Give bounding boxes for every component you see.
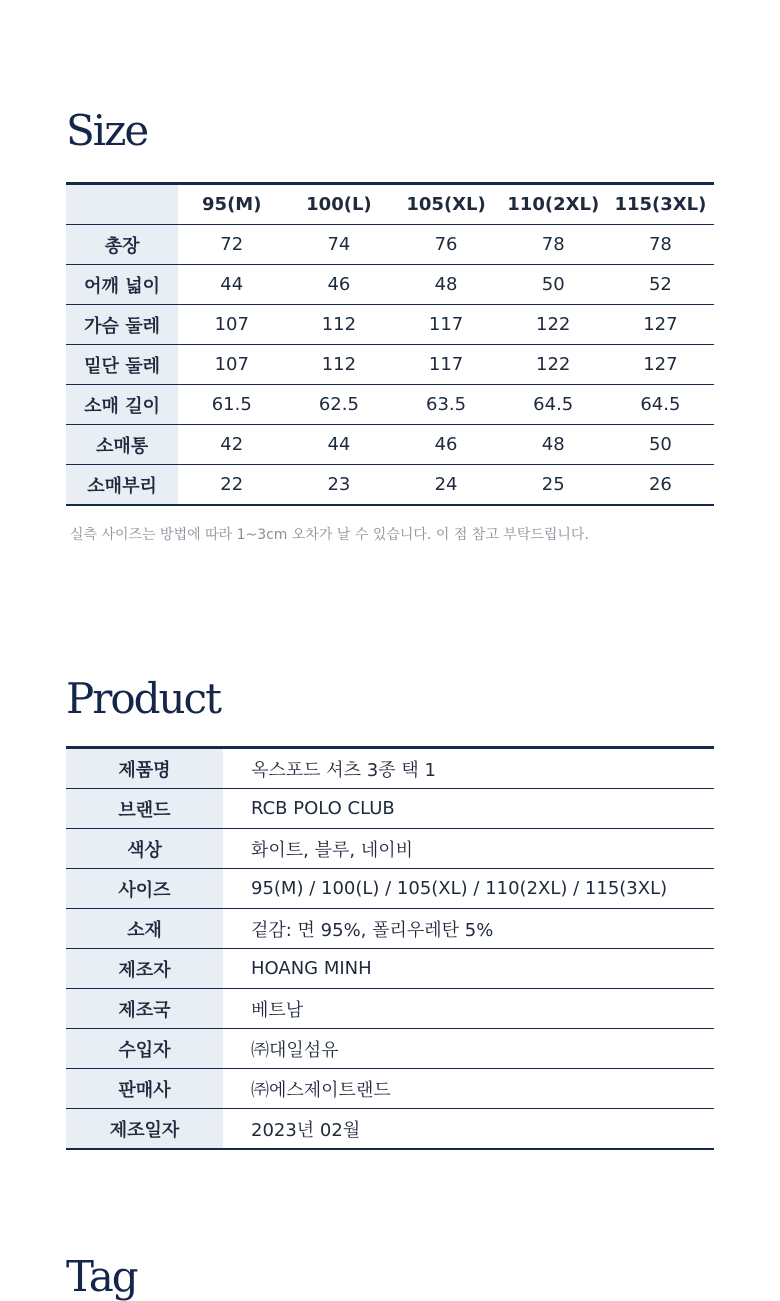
size-cell: 78 <box>541 234 565 255</box>
size-cell: 112 <box>321 354 357 375</box>
size-cell: 24 <box>434 474 458 495</box>
size-column-header: 115(3XL) <box>614 194 707 215</box>
size-cell: 52 <box>648 274 672 295</box>
size-cell: 50 <box>541 274 565 295</box>
product-info-value: 겉감: 면 95%, 폴리우레탄 5% <box>251 919 494 941</box>
product-info-label: 제조자 <box>66 949 223 989</box>
size-row-label: 소매부리 <box>66 465 178 506</box>
product-info-row <box>66 989 714 1029</box>
product-info-row <box>66 789 714 829</box>
product-info-label: 브랜드 <box>66 789 223 829</box>
product-info-label: 수입자 <box>66 1029 223 1069</box>
product-info-value: 95(M) / 100(L) / 105(XL) / 110(2XL) / 115(3XL) <box>251 878 668 899</box>
size-row-label: 소매 길이 <box>66 385 178 425</box>
size-table-row <box>66 305 714 345</box>
size-cell: 64.5 <box>533 394 574 415</box>
size-cell: 48 <box>434 274 458 295</box>
size-column-header: 100(L) <box>306 194 372 215</box>
size-table-row <box>66 345 714 385</box>
product-info-row <box>66 1029 714 1069</box>
product-info-label: 제조국 <box>66 989 223 1029</box>
size-cell: 63.5 <box>426 394 467 415</box>
product-info-row <box>66 869 714 909</box>
size-table-row <box>66 385 714 425</box>
size-cell: 44 <box>220 274 244 295</box>
product-section-title: Product <box>66 674 220 723</box>
product-info-value: HOANG MINH <box>251 958 372 979</box>
size-cell: 117 <box>428 354 464 375</box>
product-info-label: 판매사 <box>66 1069 223 1109</box>
size-cell: 76 <box>434 234 458 255</box>
size-cell: 122 <box>536 314 571 335</box>
size-cell: 127 <box>643 354 678 375</box>
product-info-row <box>66 1109 714 1150</box>
size-row-label: 어깨 넓이 <box>66 265 178 305</box>
size-cell: 72 <box>220 234 244 255</box>
size-row-label: 가슴 둘레 <box>66 305 178 345</box>
product-info-value: 옥스포드 셔츠 3종 택 1 <box>251 759 436 781</box>
size-cell: 48 <box>541 434 565 455</box>
size-cell: 117 <box>428 314 464 335</box>
product-info-value: 2023년 02월 <box>251 1119 361 1141</box>
size-row-label: 소매통 <box>66 425 178 465</box>
size-cell: 122 <box>536 354 571 375</box>
size-row-label: 총장 <box>66 225 178 265</box>
size-cell: 127 <box>643 314 678 335</box>
size-cell: 50 <box>648 434 672 455</box>
size-table-header-row <box>66 184 714 225</box>
size-table-corner-cell <box>66 184 178 225</box>
size-cell: 23 <box>327 474 351 495</box>
product-info-row <box>66 949 714 989</box>
tag-section-title: Tag <box>66 1252 137 1301</box>
size-cell: 46 <box>327 274 351 295</box>
size-cell: 25 <box>541 474 565 495</box>
product-info-row <box>66 748 714 789</box>
size-cell: 107 <box>214 314 249 335</box>
size-cell: 62.5 <box>318 394 359 415</box>
size-section-title: Size <box>66 106 148 155</box>
size-table <box>66 182 714 506</box>
product-info-value: ㈜대일섬유 <box>251 1039 339 1061</box>
product-info-value: ㈜에스제이트랜드 <box>251 1079 391 1101</box>
product-info-label: 사이즈 <box>66 869 223 909</box>
size-table-row <box>66 265 714 305</box>
size-table-row <box>66 465 714 506</box>
size-cell: 22 <box>220 474 244 495</box>
product-info-row <box>66 829 714 869</box>
size-column-header: 110(2XL) <box>507 194 600 215</box>
product-info-value: RCB POLO CLUB <box>251 798 395 819</box>
size-cell: 64.5 <box>640 394 681 415</box>
product-info-row <box>66 909 714 949</box>
size-cell: 46 <box>434 434 458 455</box>
size-cell: 42 <box>220 434 244 455</box>
size-table-row <box>66 425 714 465</box>
size-table-row <box>66 225 714 265</box>
size-column-header: 95(M) <box>202 194 262 215</box>
size-note: 실측 사이즈는 방법에 따라 1~3cm 오차가 날 수 있습니다. 이 점 참고 부탁드립니다. <box>70 527 589 543</box>
size-cell: 78 <box>648 234 672 255</box>
product-info-label: 색상 <box>66 829 223 869</box>
size-row-label: 밑단 둘레 <box>66 345 178 385</box>
size-cell: 26 <box>648 474 672 495</box>
product-info-label: 제품명 <box>66 748 223 789</box>
size-cell: 74 <box>327 234 351 255</box>
size-cell: 61.5 <box>211 394 252 415</box>
product-info-label: 소재 <box>66 909 223 949</box>
product-info-value: 화이트, 블루, 네이비 <box>251 839 413 861</box>
product-info-label: 제조일자 <box>66 1109 223 1150</box>
product-info-table <box>66 746 714 1150</box>
size-cell: 44 <box>327 434 351 455</box>
size-cell: 107 <box>214 354 249 375</box>
product-info-row <box>66 1069 714 1109</box>
product-info-value: 베트남 <box>251 999 304 1021</box>
size-column-header: 105(XL) <box>406 194 486 215</box>
size-cell: 112 <box>321 314 357 335</box>
